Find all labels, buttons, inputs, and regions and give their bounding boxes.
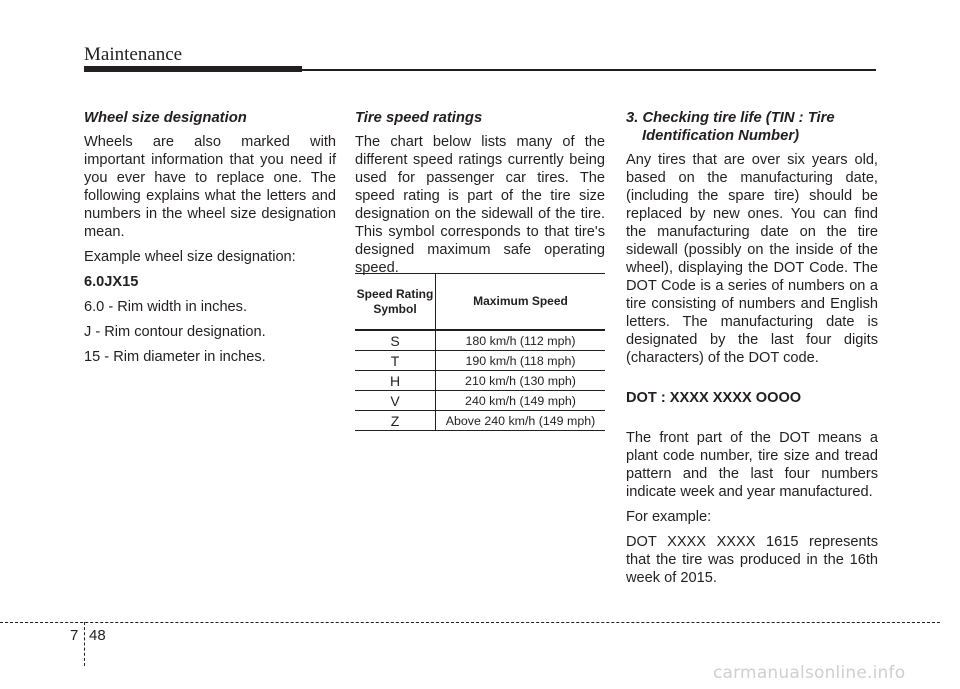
chapter-number: 7	[70, 627, 79, 644]
table-header-row	[355, 274, 605, 331]
column-tire-life	[626, 109, 878, 587]
rating-symbol: S	[355, 330, 436, 351]
wheel-size-heading: Wheel size designation	[84, 110, 247, 126]
dot-explanation: The front part of the DOT means a plant code number, tire size and tread pattern and the last four numbers indicate week and year manufactured.	[626, 430, 878, 500]
column-wheel-size	[84, 109, 336, 366]
column-speed-ratings	[355, 109, 605, 277]
table-row	[355, 391, 605, 411]
table-row	[355, 411, 605, 431]
example-label: Example wheel size designation:	[84, 249, 296, 265]
header-max-speed: Maximum Speed	[436, 274, 606, 331]
footer-divider	[0, 622, 940, 623]
rating-speed: 180 km/h (112 mph)	[436, 330, 606, 351]
rim-diameter-line: 15 - Rim diameter in inches.	[84, 349, 266, 365]
page-number: 48	[89, 627, 106, 644]
rating-symbol: T	[355, 351, 436, 371]
dot-code: DOT : XXXX XXXX OOOO	[626, 390, 802, 406]
tire-life-paragraph: Any tires that are over six years old, based on the manufacturing date, (including the spare tire) should be replaced by new ones. You can find the manufacturing date on the tire sidewall (possibly on the inside of the wheel), displaying the DOT Code. The DOT Code is a series of numbers on a tire consisting of numbers and English letters. The manufacturing date is designated by the last four digits (characters) of the DOT code.	[626, 152, 878, 366]
rating-speed: Above 240 km/h (149 mph)	[436, 411, 606, 431]
rating-speed: 210 km/h (130 mph)	[436, 371, 606, 391]
speed-ratings-paragraph: The chart below lists many of the different speed ratings currently being used for passenger car tires. The speed rating is part of the tire size designation on the sidewall of the tire. This symbol corresponds to that tire's designed maximum safe operating speed.	[355, 134, 605, 276]
for-example-label: For example:	[626, 509, 712, 525]
header-rule-thin	[302, 69, 876, 71]
rating-speed: 240 km/h (149 mph)	[436, 391, 606, 411]
header-symbol: Speed Rating Symbol	[355, 274, 436, 331]
watermark: carmanualsonline.info	[713, 663, 906, 683]
table-row	[355, 330, 605, 351]
rating-symbol: Z	[355, 411, 436, 431]
header-rule-thick	[84, 66, 302, 72]
rating-speed: 190 km/h (118 mph)	[436, 351, 606, 371]
speed-ratings-heading: Tire speed ratings	[355, 110, 483, 126]
rim-width-line: 6.0 - Rim width in inches.	[84, 299, 248, 315]
table-row	[355, 371, 605, 391]
example-code: 6.0JX15	[84, 274, 139, 290]
section-title: Maintenance	[84, 44, 183, 65]
table-row	[355, 351, 605, 371]
footer-vertical-divider	[84, 622, 85, 666]
speed-rating-table	[355, 273, 605, 431]
tire-life-heading: 3. Checking tire life (TIN : Tire Identification Number)	[626, 110, 835, 144]
dot-example: DOT XXXX XXXX 1615 represents that the tire was produced in the 16th week of 2015.	[626, 534, 878, 586]
rating-symbol: H	[355, 371, 436, 391]
rim-contour-line: J - Rim contour designation.	[84, 324, 266, 340]
wheel-size-paragraph: Wheels are also marked with important information that you need if you ever have to replace one. The following explains what the letters and numbers in the wheel size designation mean.	[84, 134, 336, 240]
rating-symbol: V	[355, 391, 436, 411]
